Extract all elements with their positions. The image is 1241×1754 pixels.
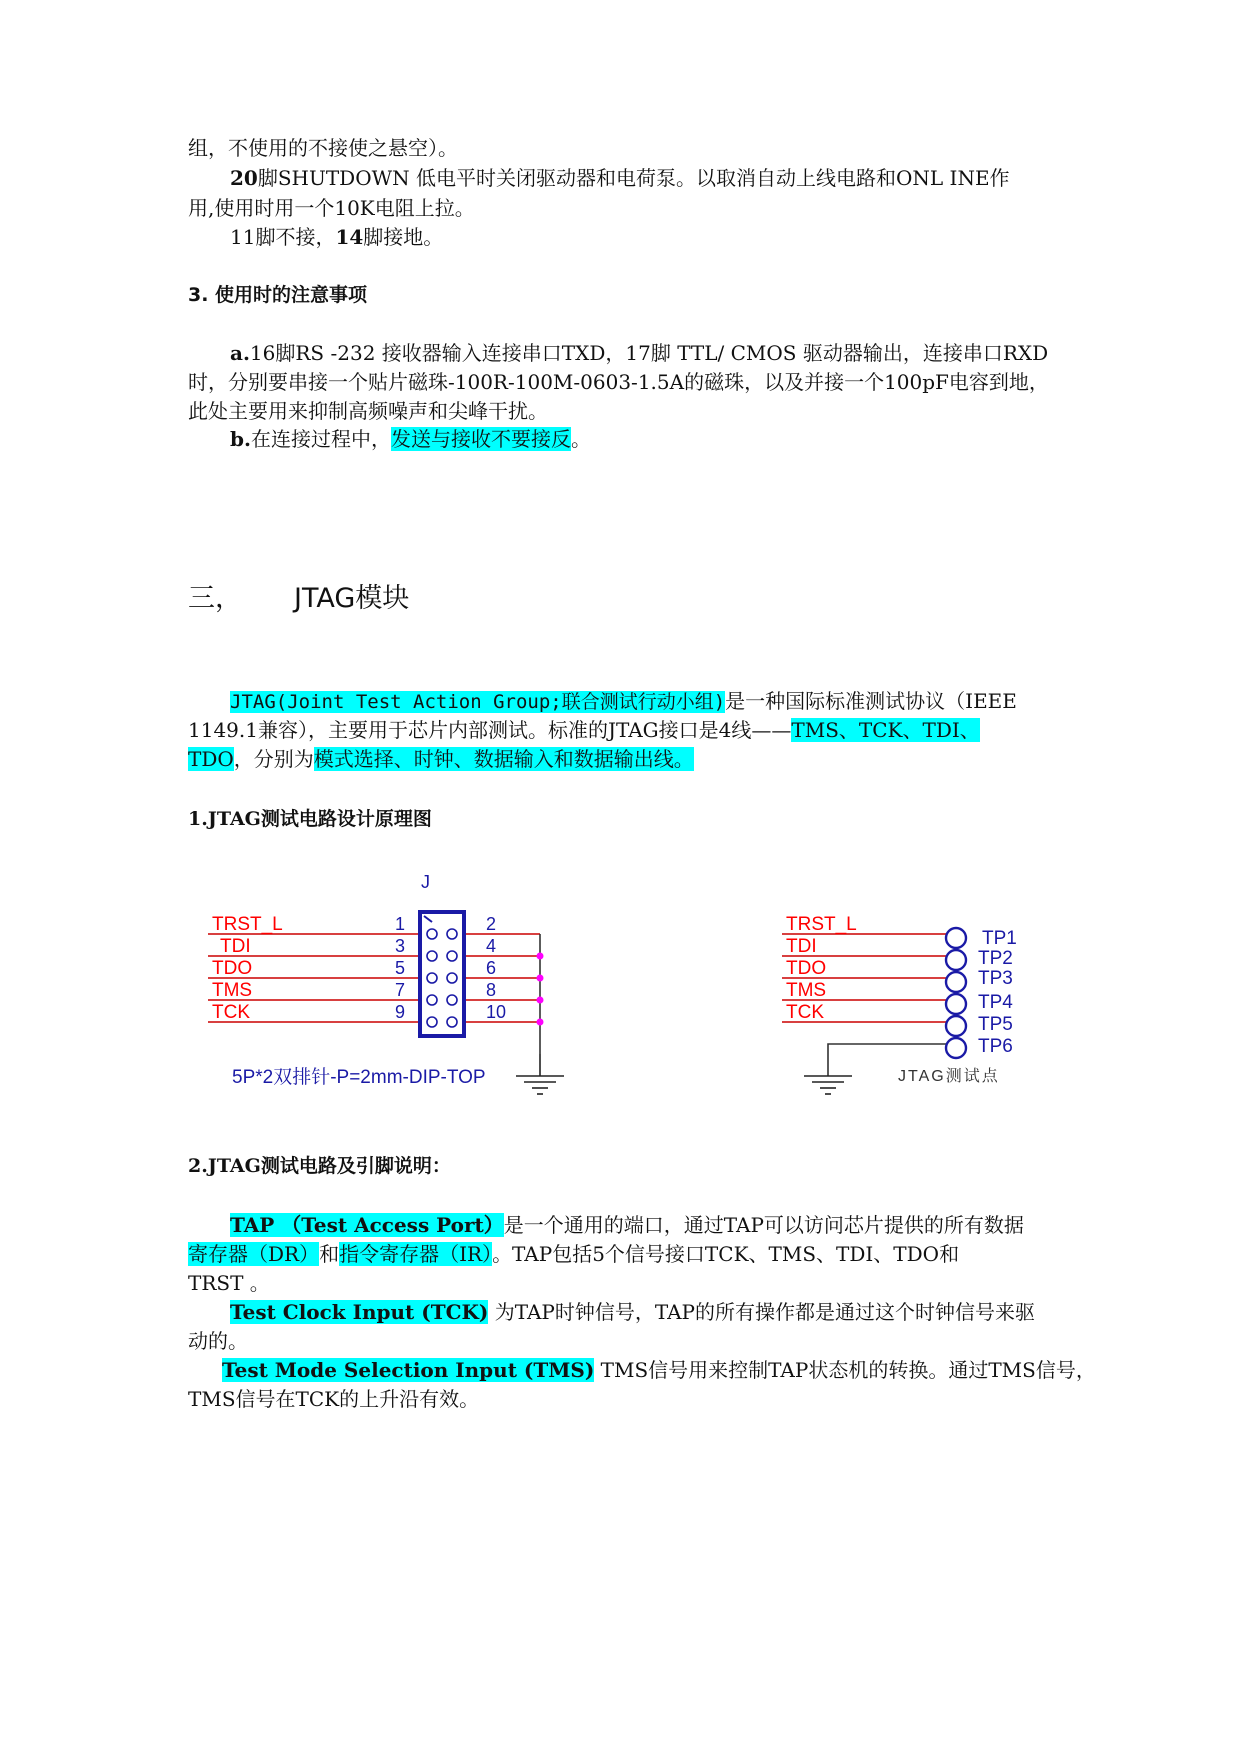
text-line: ，分别为	[233, 747, 314, 771]
text-line: TMS信号用来控制TAP状态机的转换。通过TMS信号，	[594, 1358, 1096, 1382]
highlighted-text: 寄存器（DR）	[188, 1242, 320, 1266]
chapter-heading	[188, 583, 1058, 615]
pin-number: 14	[335, 225, 364, 249]
note-b	[188, 423, 1100, 455]
highlighted-text: 指令寄存器（IR）	[339, 1242, 493, 1266]
signal-label-tms: TMS	[786, 980, 827, 1001]
tap-paragraph	[188, 1209, 1100, 1241]
signal-label-tck: TCK	[212, 1002, 250, 1023]
pin1-marker	[424, 916, 432, 922]
pin-number-label: 6	[486, 958, 497, 978]
highlighted-text: 发送与接收不要接反	[390, 427, 571, 451]
tms-paragraph	[188, 1354, 1096, 1386]
paragraph-pin11	[188, 221, 1100, 253]
note-a	[188, 337, 1100, 369]
highlighted-term: Test Mode Selection Input (TMS)	[222, 1358, 595, 1382]
text-line: TRST 。	[188, 1271, 270, 1295]
paragraph-pin20-line2	[188, 192, 1058, 224]
note-a-line2	[188, 366, 1058, 398]
intro-line2	[188, 714, 1058, 746]
note-marker: a.	[230, 341, 250, 365]
chapter-number: 三，	[188, 583, 242, 614]
subheading-2	[188, 1150, 1058, 1182]
text-line: 为TAP时钟信号，TAP的所有操作都是通过这个时钟信号来驱	[488, 1300, 1036, 1324]
paragraph-pin20	[188, 162, 1100, 194]
text-line: TMS信号在TCK的上升沿有效。	[188, 1387, 480, 1411]
signal-label-trst: TRST_L	[786, 914, 857, 935]
text-line: 时，分别要串接一个贴片磁珠-100R-100M-0603-1.5A的磁珠，以及并接一个100pF电容到地，	[188, 370, 1049, 394]
signal-label-tdi: TDI	[786, 936, 817, 957]
connector-body	[420, 912, 464, 1036]
pin-number-label: 2	[486, 914, 497, 934]
chapter-title: JTAG模块	[294, 583, 410, 614]
signal-label-tdo: TDO	[212, 958, 253, 979]
pin-number-label: 4	[486, 936, 497, 956]
heading-number: 1	[188, 808, 202, 830]
note-marker: b.	[230, 427, 251, 451]
test-point-circles	[946, 928, 966, 1058]
text-line: 动的。	[188, 1329, 248, 1353]
text-line: 。	[570, 427, 591, 451]
pin-number: 20	[230, 166, 258, 190]
test-point-label: TP4	[978, 992, 1013, 1013]
pin-number-label: 3	[395, 936, 406, 956]
tck-paragraph	[188, 1296, 1100, 1328]
pin-number: 11	[230, 225, 256, 249]
heading-text: .JTAG测试电路设计原理图	[201, 808, 432, 830]
ground-symbol-right	[804, 1076, 852, 1094]
tck-line2	[188, 1325, 1058, 1357]
signal-label-tms: TMS	[212, 980, 253, 1001]
pin-number-label: 5	[395, 958, 406, 978]
test-point-caption: JTAG测试点	[898, 1068, 1000, 1085]
highlighted-text: TDO	[188, 747, 234, 771]
ground-symbol-left	[516, 1054, 564, 1094]
subheading-1	[188, 803, 1058, 835]
tms-line2	[188, 1383, 1058, 1415]
test-point-label: TP1	[982, 928, 1017, 949]
connector-label: J	[421, 872, 430, 892]
test-point-label: TP2	[978, 948, 1013, 969]
highlighted-term: Test Clock Input (TCK)	[230, 1300, 489, 1324]
text-line: 脚接地。	[363, 225, 444, 249]
test-point-label: TP3	[978, 968, 1013, 989]
jtag-schematic	[0, 860, 1241, 1120]
highlighted-text: TMS、TCK、TDI、	[791, 718, 980, 742]
pin-number-label: 9	[395, 1002, 406, 1022]
text-line: 此处主要用来抑制高频噪声和尖峰干扰。	[188, 399, 548, 423]
text-line: 用,使用时用一个10K电阻上拉。	[188, 196, 475, 220]
section-heading-3	[188, 279, 1058, 311]
paragraph-continuation	[188, 132, 1058, 164]
test-point-label: TP5	[978, 1014, 1013, 1035]
intro-line3	[188, 743, 1058, 775]
highlighted-term: TAP （Test Access Port）	[230, 1213, 504, 1237]
text-line: 脚不接，	[255, 225, 336, 249]
pin-number-label: 1	[395, 914, 406, 934]
connector-pins	[427, 929, 457, 1027]
tap-line2	[188, 1238, 1058, 1270]
text-line: 1149.1兼容），主要用于芯片内部测试。标准的JTAG接口是4线——	[188, 718, 792, 742]
text-line: 脚SHUTDOWN 低电平时关闭驱动器和电荷泵。以取消自动上线电路和ONL INE作	[257, 166, 1010, 190]
signal-label-tdo: TDO	[786, 958, 827, 979]
highlighted-text: 模式选择、时钟、数据输入和数据输出线。	[313, 747, 694, 771]
text-line: 组，不使用的不接使之悬空）。	[188, 136, 458, 160]
tap-line3	[188, 1267, 1058, 1299]
test-point-label: TP6	[978, 1036, 1013, 1057]
text-line: 。TAP包括5个信号接口TCK、TMS、TDI、TDO和	[492, 1242, 960, 1266]
signal-label-tck: TCK	[786, 1002, 824, 1023]
text-line: 和	[319, 1242, 340, 1266]
footprint-label: 5P*2双排针-P=2mm-DIP-TOP	[232, 1067, 486, 1088]
text-line: 是一个通用的端口，通过TAP可以访问芯片提供的所有数据	[503, 1213, 1024, 1237]
highlighted-text: JTAG(Joint Test Action Group;联合测试行动小组)	[230, 691, 726, 713]
text-line: 在连接过程中，	[250, 427, 391, 451]
text-line: 是一种国际标准测试协议（IEEE	[725, 689, 1017, 713]
signal-label-trst: TRST_L	[212, 914, 283, 935]
text-line: 16脚RS -232 接收器输入连接串口TXD，17脚 TTL/ CMOS 驱动器输出，连接串口RXD	[249, 341, 1049, 365]
heading-text: 3. 使用时的注意事项	[188, 284, 368, 306]
signal-label-tdi: TDI	[220, 936, 251, 957]
heading-text: 2.JTAG测试电路及引脚说明：	[188, 1155, 451, 1177]
pin-number-label: 10	[486, 1002, 507, 1022]
pin-number-label: 7	[395, 980, 406, 1000]
pin-number-label: 8	[486, 980, 497, 1000]
